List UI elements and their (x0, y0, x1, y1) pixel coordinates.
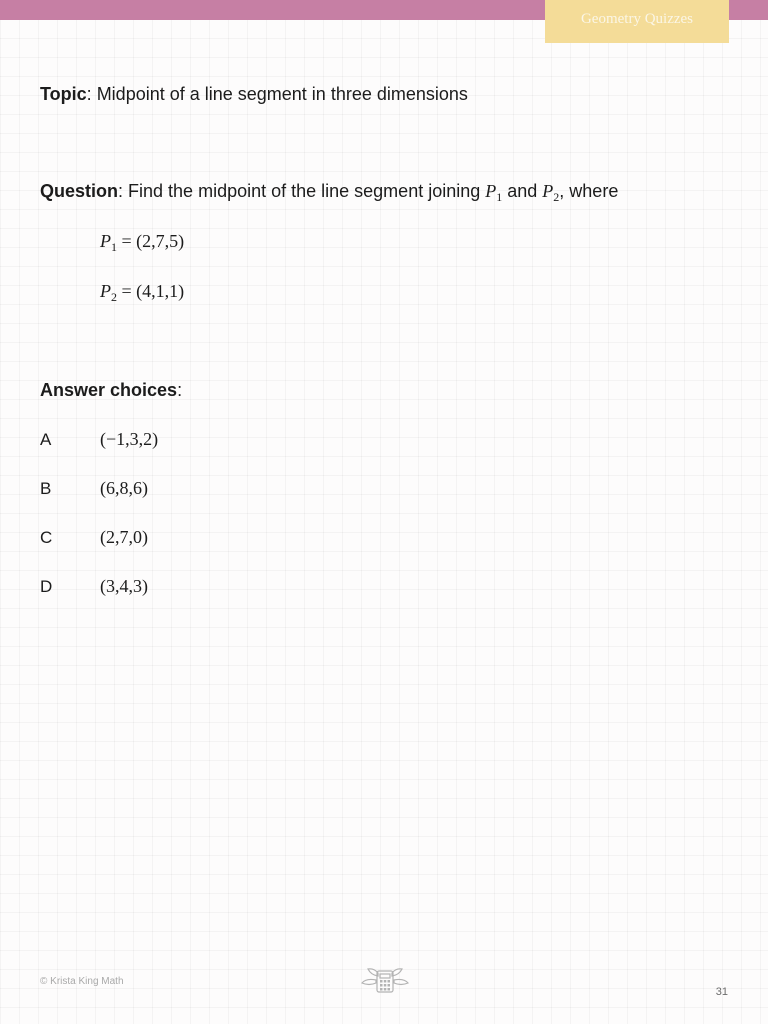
p2-symbol: $P_2$ (542, 181, 560, 204)
question-line (40, 181, 618, 202)
question-text-post: , where (559, 181, 619, 201)
choice-b-letter: B (40, 479, 52, 498)
choice-a-letter: A (40, 430, 52, 449)
question-label: Question (40, 181, 119, 201)
topic-text: Midpoint of a line segment in three dimensions (96, 84, 468, 104)
topic-sep: : (86, 84, 97, 104)
p1-symbol: $P_1$ (485, 181, 503, 204)
page-number: 31 (715, 986, 728, 998)
question-and: and (502, 181, 543, 201)
topic-line (40, 84, 468, 105)
answers-label: Answer choices (40, 380, 178, 400)
question-sep: : (118, 181, 129, 201)
point-p2-equation: $P_2 = (4,1,1)$ (100, 281, 185, 304)
question-text-pre: Find the midpoint of the line segment joining (128, 181, 486, 201)
choice-c-letter: C (40, 528, 53, 547)
header-badge: Geometry Quizzes (545, 0, 729, 43)
choice-c-value: (2,7,0) (100, 527, 148, 547)
choice-b-value: (6,8,6) (100, 478, 148, 498)
footer-copyright: © Krista King Math (40, 976, 124, 987)
answers-heading: Answer choices: (40, 380, 183, 400)
point-p1-equation: $P_1 = (2,7,5)$ (100, 231, 185, 254)
topic-label: Topic (40, 84, 87, 104)
choice-d-value: (3,4,3) (100, 576, 148, 596)
choice-a-value: (−1,3,2) (100, 429, 159, 449)
choice-d-letter: D (40, 577, 53, 596)
calculator-leaves-icon (360, 966, 410, 996)
